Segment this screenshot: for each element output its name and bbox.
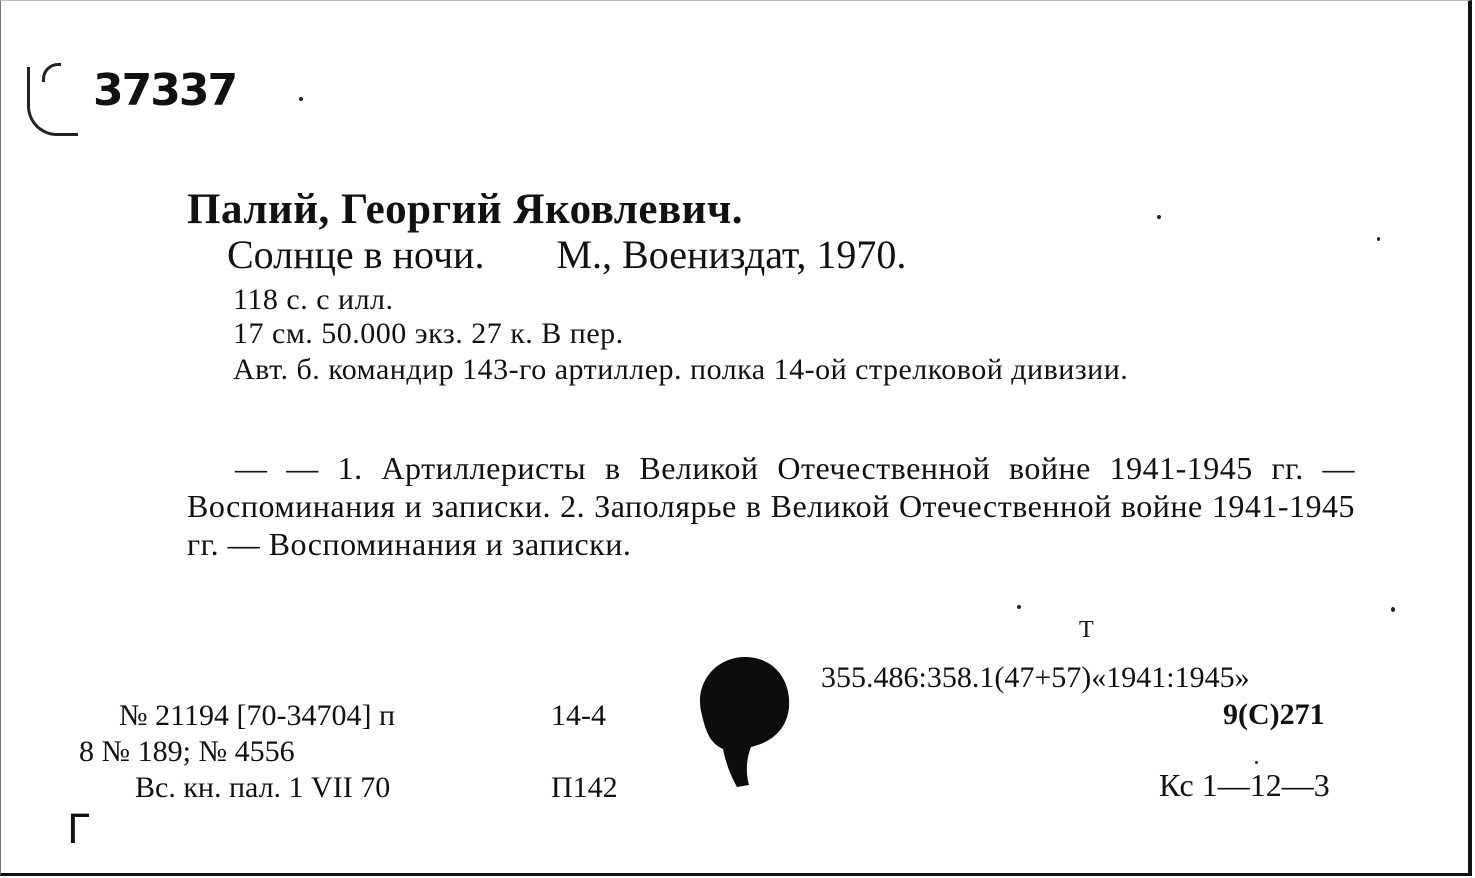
issue-number: 8 № 189; № 4556 xyxy=(79,735,295,768)
order-number: № 21194 [70-34704] п xyxy=(119,699,396,732)
book-chamber-record: Вс. кн. пал. 1 VII 70 xyxy=(135,771,391,804)
subject-text: — — 1. Артиллеристы в Великой Отечественной войне 1941-1945 гг. — Воспоминания и записки. 2. Заполярье в Великой Отечественной войне 1941-1945 гг. — Воспоминания и записки. xyxy=(187,450,1355,562)
speck xyxy=(299,97,303,101)
author-note: Авт. б. командир 143-го артиллер. полка 14-ой стрелковой дивизии. xyxy=(233,353,1129,386)
order-code: 14-4 xyxy=(551,699,606,732)
handwritten-c-mark xyxy=(27,67,78,136)
small-mark: Т xyxy=(1079,617,1094,643)
speck xyxy=(1157,215,1161,219)
bbk-index: 9(С)271 xyxy=(1223,698,1325,731)
speck xyxy=(1017,605,1021,609)
speck xyxy=(1391,607,1395,612)
book-title: Солнце в ночи. xyxy=(227,232,485,277)
udc-index: 355.486:358.1(47+57)«1941:1945» xyxy=(821,661,1250,694)
subject-headings xyxy=(187,449,1355,563)
author-name: Палий, Георгий Яковлевич. xyxy=(187,186,743,233)
print-code: П142 xyxy=(551,771,618,804)
ink-blot xyxy=(689,653,799,793)
speck xyxy=(1255,761,1258,764)
corner-mark: Г xyxy=(67,807,92,853)
pages-info: 118 с. с илл. xyxy=(233,283,394,316)
publication-info: М., Воениздат, 1970. xyxy=(556,232,907,277)
physical-description: 17 см. 50.000 экз. 27 к. В пер. xyxy=(233,317,624,350)
speck xyxy=(1377,237,1380,241)
handwritten-number: 37337 xyxy=(93,65,237,116)
shelf-mark: Кс 1—12—3 xyxy=(1159,767,1330,803)
title-line xyxy=(227,231,906,278)
